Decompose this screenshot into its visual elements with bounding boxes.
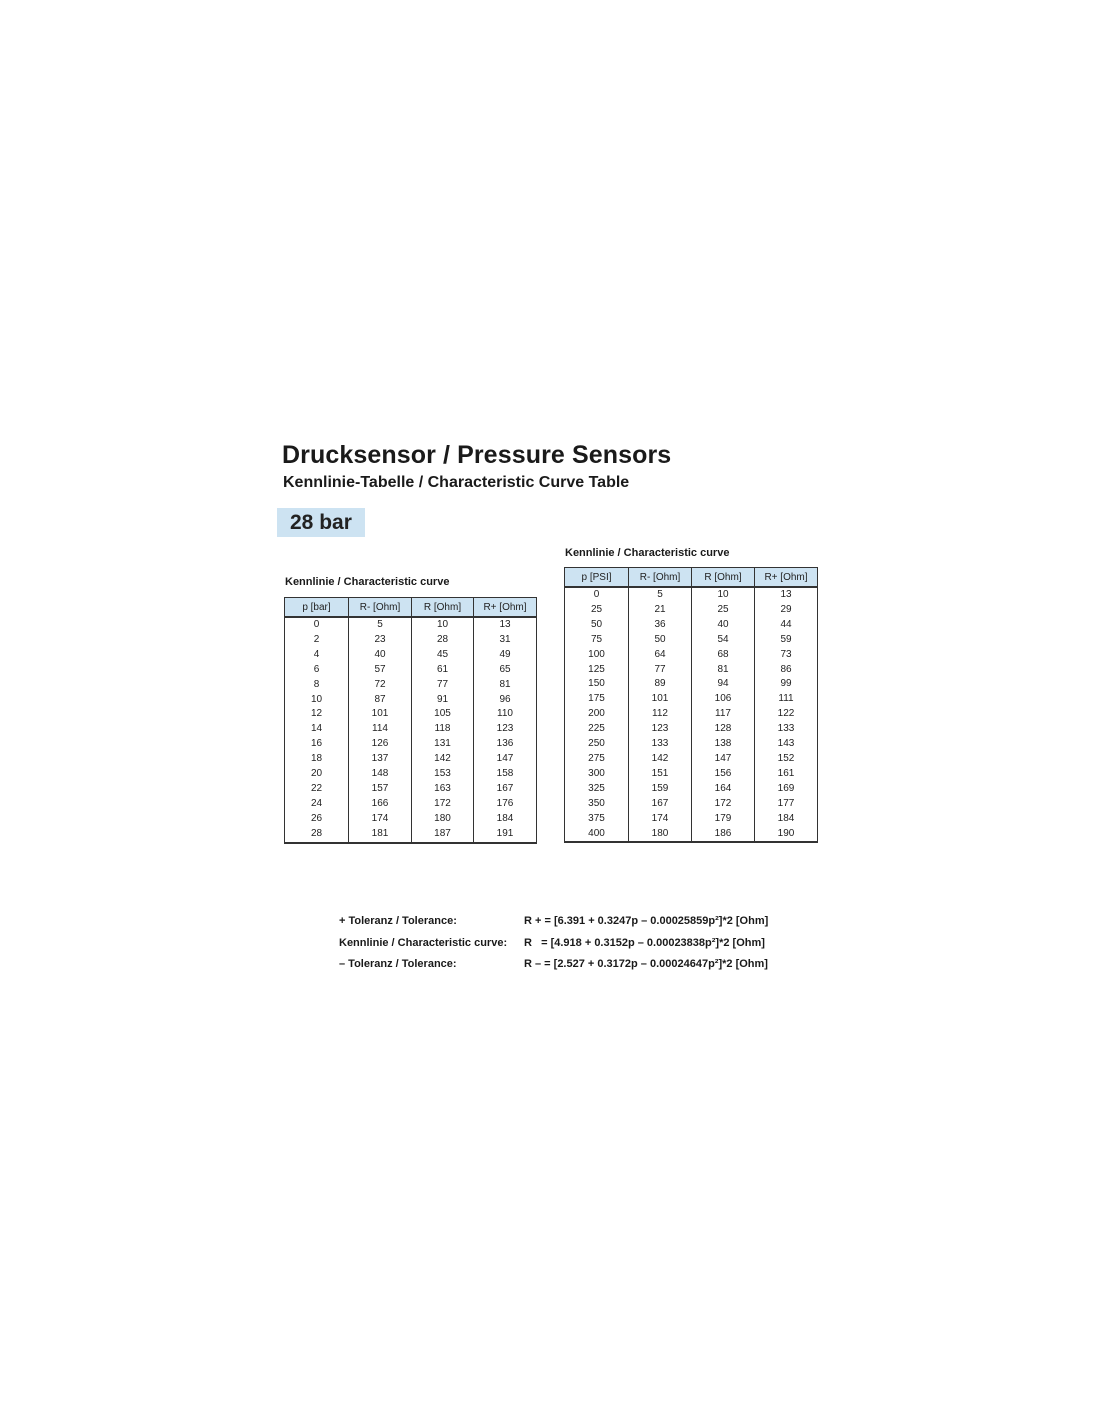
table-cell: 50 xyxy=(565,618,629,633)
table-cell: 40 xyxy=(349,648,412,663)
table-row xyxy=(285,812,537,827)
table-cell: 4 xyxy=(285,648,349,663)
table-row xyxy=(565,692,818,707)
pressure-range-badge: 28 bar xyxy=(277,508,365,537)
table-cell: 176 xyxy=(474,797,537,812)
table-cell: 77 xyxy=(412,678,474,693)
table-cell: 5 xyxy=(349,617,412,633)
table-cell: 50 xyxy=(629,633,692,648)
table-row xyxy=(565,633,818,648)
table-row xyxy=(565,767,818,782)
formula-expression: R = [4.918 + 0.3152p – 0.00023838p²]*2 [Ohm] xyxy=(524,937,765,949)
table-cell: 21 xyxy=(629,603,692,618)
table-cell: 2 xyxy=(285,633,349,648)
table-row xyxy=(565,648,818,663)
table-cell: 151 xyxy=(629,767,692,782)
table-cell: 26 xyxy=(285,812,349,827)
table-cell: 118 xyxy=(412,722,474,737)
table-cell: 10 xyxy=(412,617,474,633)
table-cell: 99 xyxy=(755,677,818,692)
table-row xyxy=(285,767,537,782)
table-cell: 28 xyxy=(412,633,474,648)
table-cell: 180 xyxy=(629,827,692,843)
table-cell: 128 xyxy=(692,722,755,737)
table-cell: 75 xyxy=(565,633,629,648)
table-cell: 163 xyxy=(412,782,474,797)
table-row xyxy=(565,722,818,737)
table-cell: 40 xyxy=(692,618,755,633)
table-cell: 142 xyxy=(412,752,474,767)
table-cell: 61 xyxy=(412,663,474,678)
formula-expression: R + = [6.391 + 0.3247p – 0.00025859p²]*2 [Ohm] xyxy=(524,915,769,927)
table-cell: 131 xyxy=(412,737,474,752)
table-cell: 68 xyxy=(692,648,755,663)
table-row xyxy=(565,663,818,678)
table-cell: 10 xyxy=(285,693,349,708)
table-cell: 136 xyxy=(474,737,537,752)
table-cell: 123 xyxy=(629,722,692,737)
table-cell: 148 xyxy=(349,767,412,782)
table-row xyxy=(285,827,537,843)
table-cell: 174 xyxy=(349,812,412,827)
table-cell: 123 xyxy=(474,722,537,737)
table-cell: 101 xyxy=(629,692,692,707)
table-cell: 49 xyxy=(474,648,537,663)
table-cell: 138 xyxy=(692,737,755,752)
table-cell: 161 xyxy=(755,767,818,782)
column-header: R- [Ohm] xyxy=(629,568,692,588)
table-row xyxy=(285,648,537,663)
table-cell: 59 xyxy=(755,633,818,648)
table-cell: 112 xyxy=(629,707,692,722)
table-cell: 177 xyxy=(755,797,818,812)
table-cell: 300 xyxy=(565,767,629,782)
table-row xyxy=(565,737,818,752)
table-cell: 96 xyxy=(474,693,537,708)
table-cell: 16 xyxy=(285,737,349,752)
table-cell: 143 xyxy=(755,737,818,752)
table-cell: 12 xyxy=(285,707,349,722)
table-cell: 174 xyxy=(629,812,692,827)
table-cell: 122 xyxy=(755,707,818,722)
table-cell: 111 xyxy=(755,692,818,707)
table-cell: 65 xyxy=(474,663,537,678)
table-cell: 89 xyxy=(629,677,692,692)
psi-table-caption: Kennlinie / Characteristic curve xyxy=(565,547,730,559)
table-cell: 400 xyxy=(565,827,629,843)
table-cell: 91 xyxy=(412,693,474,708)
table-cell: 25 xyxy=(692,603,755,618)
table-cell: 94 xyxy=(692,677,755,692)
table-cell: 158 xyxy=(474,767,537,782)
table-cell: 150 xyxy=(565,677,629,692)
table-row xyxy=(285,633,537,648)
table-row xyxy=(565,797,818,812)
column-header: R+ [Ohm] xyxy=(474,598,537,618)
table-cell: 81 xyxy=(692,663,755,678)
page-subtitle: Kennlinie-Tabelle / Characteristic Curve Table xyxy=(283,474,630,491)
table-cell: 87 xyxy=(349,693,412,708)
table-cell: 164 xyxy=(692,782,755,797)
table-cell: 44 xyxy=(755,618,818,633)
table-cell: 133 xyxy=(755,722,818,737)
table-cell: 175 xyxy=(565,692,629,707)
table-header-row xyxy=(565,568,818,588)
table-cell: 180 xyxy=(412,812,474,827)
table-row xyxy=(285,663,537,678)
table-cell: 179 xyxy=(692,812,755,827)
table-row xyxy=(565,752,818,767)
table-cell: 117 xyxy=(692,707,755,722)
table-row xyxy=(285,617,537,633)
table-row xyxy=(285,722,537,737)
table-cell: 6 xyxy=(285,663,349,678)
table-cell: 31 xyxy=(474,633,537,648)
page-title: Drucksensor / Pressure Sensors xyxy=(282,441,672,469)
table-cell: 0 xyxy=(285,617,349,633)
table-row xyxy=(565,812,818,827)
table-row xyxy=(285,752,537,767)
table-cell: 172 xyxy=(692,797,755,812)
table-cell: 5 xyxy=(629,587,692,603)
table-cell: 10 xyxy=(692,587,755,603)
table-cell: 187 xyxy=(412,827,474,843)
bar-characteristic-table xyxy=(284,597,537,844)
table-cell: 13 xyxy=(755,587,818,603)
table-row xyxy=(285,678,537,693)
table-row xyxy=(565,618,818,633)
table-cell: 45 xyxy=(412,648,474,663)
table-cell: 375 xyxy=(565,812,629,827)
table-cell: 14 xyxy=(285,722,349,737)
table-cell: 142 xyxy=(629,752,692,767)
table-header-row xyxy=(285,598,537,618)
table-cell: 57 xyxy=(349,663,412,678)
table-cell: 191 xyxy=(474,827,537,843)
table-cell: 157 xyxy=(349,782,412,797)
table-cell: 0 xyxy=(565,587,629,603)
column-header: R [Ohm] xyxy=(412,598,474,618)
table-cell: 147 xyxy=(474,752,537,767)
table-cell: 147 xyxy=(692,752,755,767)
table-cell: 169 xyxy=(755,782,818,797)
table-cell: 350 xyxy=(565,797,629,812)
table-cell: 13 xyxy=(474,617,537,633)
column-header: R- [Ohm] xyxy=(349,598,412,618)
table-cell: 167 xyxy=(474,782,537,797)
table-cell: 29 xyxy=(755,603,818,618)
column-header: R [Ohm] xyxy=(692,568,755,588)
table-row xyxy=(285,737,537,752)
table-cell: 28 xyxy=(285,827,349,843)
table-cell: 133 xyxy=(629,737,692,752)
formula-label: + Toleranz / Tolerance: xyxy=(339,915,457,927)
table-cell: 110 xyxy=(474,707,537,722)
table-cell: 275 xyxy=(565,752,629,767)
table-row xyxy=(565,782,818,797)
table-cell: 81 xyxy=(474,678,537,693)
table-cell: 200 xyxy=(565,707,629,722)
table-row xyxy=(285,693,537,708)
table-cell: 186 xyxy=(692,827,755,843)
table-cell: 125 xyxy=(565,663,629,678)
table-row xyxy=(285,782,537,797)
table-cell: 72 xyxy=(349,678,412,693)
table-cell: 225 xyxy=(565,722,629,737)
column-header: R+ [Ohm] xyxy=(755,568,818,588)
table-cell: 172 xyxy=(412,797,474,812)
table-row xyxy=(565,677,818,692)
table-cell: 166 xyxy=(349,797,412,812)
table-cell: 325 xyxy=(565,782,629,797)
table-cell: 73 xyxy=(755,648,818,663)
table-cell: 23 xyxy=(349,633,412,648)
table-cell: 64 xyxy=(629,648,692,663)
table-cell: 101 xyxy=(349,707,412,722)
table-cell: 126 xyxy=(349,737,412,752)
table-cell: 184 xyxy=(755,812,818,827)
formula-label: – Toleranz / Tolerance: xyxy=(339,958,457,970)
formula-expression: R – = [2.527 + 0.3172p – 0.00024647p²]*2 [Ohm] xyxy=(524,958,768,970)
table-cell: 77 xyxy=(629,663,692,678)
table-cell: 36 xyxy=(629,618,692,633)
table-row xyxy=(565,827,818,843)
column-header: p [bar] xyxy=(285,598,349,618)
table-cell: 20 xyxy=(285,767,349,782)
table-cell: 159 xyxy=(629,782,692,797)
table-cell: 184 xyxy=(474,812,537,827)
table-row xyxy=(285,797,537,812)
column-header: p [PSI] xyxy=(565,568,629,588)
table-row xyxy=(565,707,818,722)
table-cell: 105 xyxy=(412,707,474,722)
table-cell: 24 xyxy=(285,797,349,812)
bar-table-caption: Kennlinie / Characteristic curve xyxy=(285,576,450,588)
table-cell: 137 xyxy=(349,752,412,767)
table-cell: 18 xyxy=(285,752,349,767)
formula-label: Kennlinie / Characteristic curve: xyxy=(339,937,508,949)
table-cell: 22 xyxy=(285,782,349,797)
table-cell: 100 xyxy=(565,648,629,663)
table-cell: 156 xyxy=(692,767,755,782)
table-cell: 25 xyxy=(565,603,629,618)
table-row xyxy=(565,603,818,618)
table-cell: 250 xyxy=(565,737,629,752)
table-cell: 190 xyxy=(755,827,818,843)
table-cell: 152 xyxy=(755,752,818,767)
table-row xyxy=(565,587,818,603)
table-cell: 181 xyxy=(349,827,412,843)
table-cell: 167 xyxy=(629,797,692,812)
table-row xyxy=(285,707,537,722)
table-cell: 8 xyxy=(285,678,349,693)
table-cell: 86 xyxy=(755,663,818,678)
table-cell: 153 xyxy=(412,767,474,782)
psi-characteristic-table xyxy=(564,567,818,843)
table-cell: 106 xyxy=(692,692,755,707)
table-cell: 114 xyxy=(349,722,412,737)
table-cell: 54 xyxy=(692,633,755,648)
